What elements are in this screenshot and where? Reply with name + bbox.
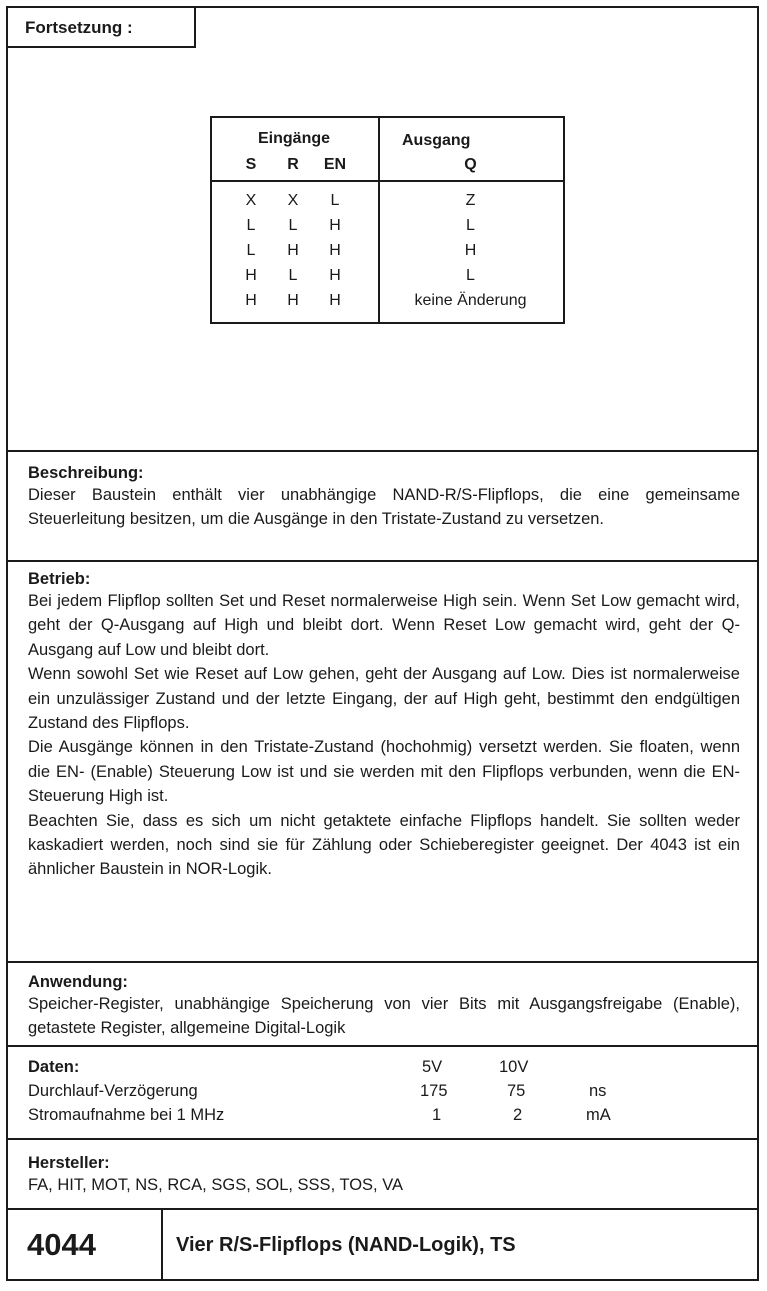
description-title: Beschreibung:	[28, 464, 144, 482]
operation-paragraph: Die Ausgänge können in den Tristate-Zustand (hochohmig) versetzt werden. Sie floaten, wenn die EN- (Enable) Steuerung Low ist und sie werden mit den Flipflops verbunden, wenn die EN-Steuerung High ist.	[28, 738, 740, 806]
data-header-10v: 10V	[499, 1058, 529, 1076]
table-cell-s: L	[246, 217, 256, 234]
manufacturer-section	[8, 1140, 757, 1210]
column-header-q: Q	[464, 156, 477, 173]
output-header: Ausgang	[402, 132, 471, 149]
data-row-label: Durchlauf-Verzögerung	[28, 1082, 198, 1100]
table-cell-r: L	[288, 217, 298, 234]
table-cell-q: H	[464, 242, 477, 259]
table-cell-r: H	[287, 292, 299, 309]
operation-paragraph: Wenn sowohl Set wie Reset auf Low gehen, geht der Ausgang auf Low. Dies ist normalerweise ein unzulässiger Zustand und der letzte Eingang, der auf High geht, bestimmt den endgültigen Zustand des Flipflops.	[28, 665, 740, 733]
data-row-label: Stromaufnahme bei 1 MHz	[28, 1106, 225, 1124]
application-title: Anwendung:	[28, 973, 128, 991]
data-row-10v: 2	[513, 1106, 523, 1124]
column-header-r: R	[287, 156, 299, 173]
table-cell-q: keine Änderung	[414, 292, 527, 309]
truth-table-section	[8, 8, 757, 452]
part-number: 4044	[8, 1210, 163, 1281]
table-cell-s: X	[245, 192, 257, 209]
description-section	[8, 452, 757, 562]
table-cell-q: Z	[465, 192, 476, 209]
column-header-en: EN	[323, 156, 347, 173]
table-cell-r: H	[287, 242, 299, 259]
table-cell-q: L	[466, 267, 475, 284]
operation-paragraph: Bei jedem Flipflop sollten Set und Reset normalerweise High sein. Wenn Set Low gemacht wird, geht der Q-Ausgang auf High und bleibt dort. Wenn Reset Low gemacht wird, geht der Q-Ausgang auf Low und bleibt dort.	[28, 592, 740, 659]
table-cell-s: L	[246, 242, 256, 259]
data-section	[8, 1047, 757, 1140]
table-cell-en: H	[329, 217, 341, 234]
data-row-unit: ns	[589, 1082, 607, 1100]
table-cell-s: H	[245, 267, 257, 284]
manufacturer-title: Hersteller:	[28, 1154, 110, 1172]
manufacturer-text: FA, HIT, MOT, NS, RCA, SGS, SOL, SSS, TOS, VA	[28, 1176, 404, 1194]
column-header-s: S	[245, 156, 257, 173]
application-section	[8, 963, 757, 1047]
inputs-header: Eingänge	[258, 130, 331, 147]
table-cell-q: L	[466, 217, 475, 234]
data-row-5v: 1	[432, 1106, 442, 1124]
data-title: Daten:	[28, 1058, 80, 1076]
description-text: Dieser Baustein enthält vier unabhängige NAND-R/S-Flipflops, die eine gemeinsame Steuerleitung besitzen, um die Ausgänge in den Tristate-Zustand zu versetzen.	[28, 486, 740, 529]
table-cell-en: H	[329, 292, 341, 309]
table-cell-r: L	[288, 267, 298, 284]
footer-section	[8, 1210, 757, 1281]
datasheet-frame	[6, 6, 759, 1281]
table-cell-en: L	[330, 192, 340, 209]
truth-table	[210, 116, 565, 324]
part-title: Vier R/S-Flipflops (NAND-Logik), TS	[176, 1234, 516, 1256]
data-row-10v: 75	[507, 1082, 526, 1100]
table-cell-r: X	[287, 192, 299, 209]
table-header-divider	[212, 180, 563, 182]
table-cell-s: H	[245, 292, 257, 309]
application-text: Speicher-Register, unabhängige Speicherung von vier Bits mit Ausgangsfreigabe (Enable), getastete Register, allgemeine Digital-Logik	[28, 995, 740, 1038]
data-row-unit: mA	[586, 1106, 611, 1124]
operation-paragraph: Beachten Sie, dass es sich um nicht getaktete einfache Flipflops handelt. Sie sollten weder kaskadiert werden, noch sind sie für Zählung oder Schieberegister geeignet. Der 4043 ist ein ähnlicher Baustein in NOR-Logik.	[28, 811, 740, 879]
operation-title: Betrieb:	[28, 570, 91, 588]
continuation-tab: Fortsetzung :	[8, 8, 196, 48]
table-cell-en: H	[329, 242, 341, 259]
table-cell-en: H	[329, 267, 341, 284]
data-row-5v: 175	[420, 1082, 448, 1100]
data-header-5v: 5V	[422, 1058, 443, 1076]
operation-section	[8, 562, 757, 963]
